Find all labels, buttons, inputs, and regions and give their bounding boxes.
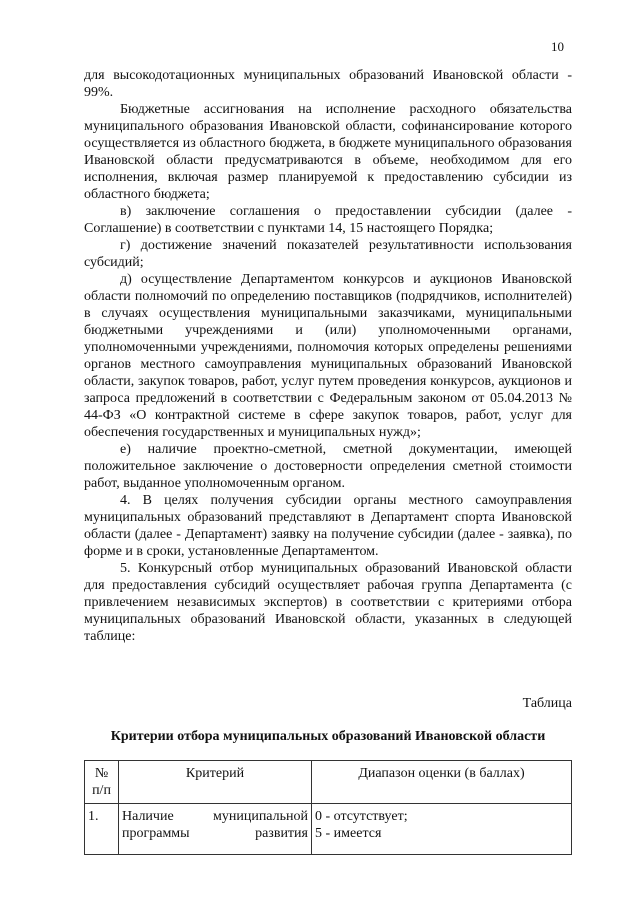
paragraph-item-v: в) заключение соглашения о предоставлении субсидии (далее - Соглашение) в соответствии с пунктами 14, 15 настоящего Порядка;	[84, 204, 572, 236]
table-header-row	[85, 761, 572, 804]
paragraph-budget-allocations: Бюджетные ассигнования на исполнение расходного обязательства муниципального образования Ивановской области, софинансирование которого осуществляется из областного бюджета, в бюджете муниципального образования Ивановской области предусматриваются в объеме, необходимом для его исполнения, включая размер планируемой к предоставлению субсидии из областного бюджета;	[84, 102, 572, 202]
table-caption: Таблица	[522, 696, 572, 711]
table-title: Критерии отбора муниципальных образований Ивановской области	[110, 729, 546, 744]
range-line: 5 - имеется	[315, 826, 382, 841]
page-number: 10	[551, 39, 564, 54]
table-row	[85, 804, 572, 855]
cell-range	[312, 804, 572, 855]
cell-number: 1.	[85, 804, 119, 855]
document-body	[84, 67, 572, 645]
paragraph-item-e: е) наличие проектно-сметной, сметной документации, имеющей положительное заключение о достоверности определения сметной стоимости работ, выданное уполномоченным органом.	[84, 442, 572, 491]
paragraph-item-g: г) достижение значений показателей результативности использования субсидий;	[84, 238, 572, 270]
paragraph-clause-4: 4. В целях получения субсидии органы местного самоуправления муниципальных образований представляют в Департамент спорта Ивановской области (далее - Департамент) заявку на получение субсидии (далее - заявка), по форме и в сроки, установленные Департаментом.	[84, 493, 572, 559]
header-criterion: Критерий	[119, 761, 312, 804]
paragraph-item-d: д) осуществление Департаментом конкурсов и аукционов Ивановской области полномочий по определению поставщиков (подрядчиков, исполнителей) в случаях осуществления муниципальными заказчиками, муниципальными бюджетными учреждениями и (или) уполномоченными органами, уполномоченными учреждениями, полномочия которых определены решениями органов местного самоуправления муниципальных образований Ивановской области, закупок товаров, работ, услуг путем проведения конкурсов, аукционов и запроса предложений в соответствии с Федеральным законом от 05.04.2013 № 44-ФЗ «О контрактной системе в сфере закупок товаров, работ, услуг для обеспечения государственных и муниципальных нужд»;	[84, 272, 572, 440]
range-line: 0 - отсутствует;	[315, 809, 408, 824]
header-number: № п/п	[85, 761, 119, 804]
cell-criterion: Наличие муниципальной программы развития	[119, 804, 312, 855]
criteria-table	[84, 760, 572, 855]
header-range: Диапазон оценки (в баллах)	[312, 761, 572, 804]
paragraph-clause-5: 5. Конкурсный отбор муниципальных образований Ивановской области для предоставления субсидий осуществляет рабочая группа Департамента (с привлечением независимых экспертов) в соответствии с критериями отбора муниципальных образований Ивановской области, указанных в следующей таблице:	[84, 561, 572, 644]
paragraph-continuation: для высокодотационных муниципальных образований Ивановской области - 99%.	[84, 68, 572, 100]
